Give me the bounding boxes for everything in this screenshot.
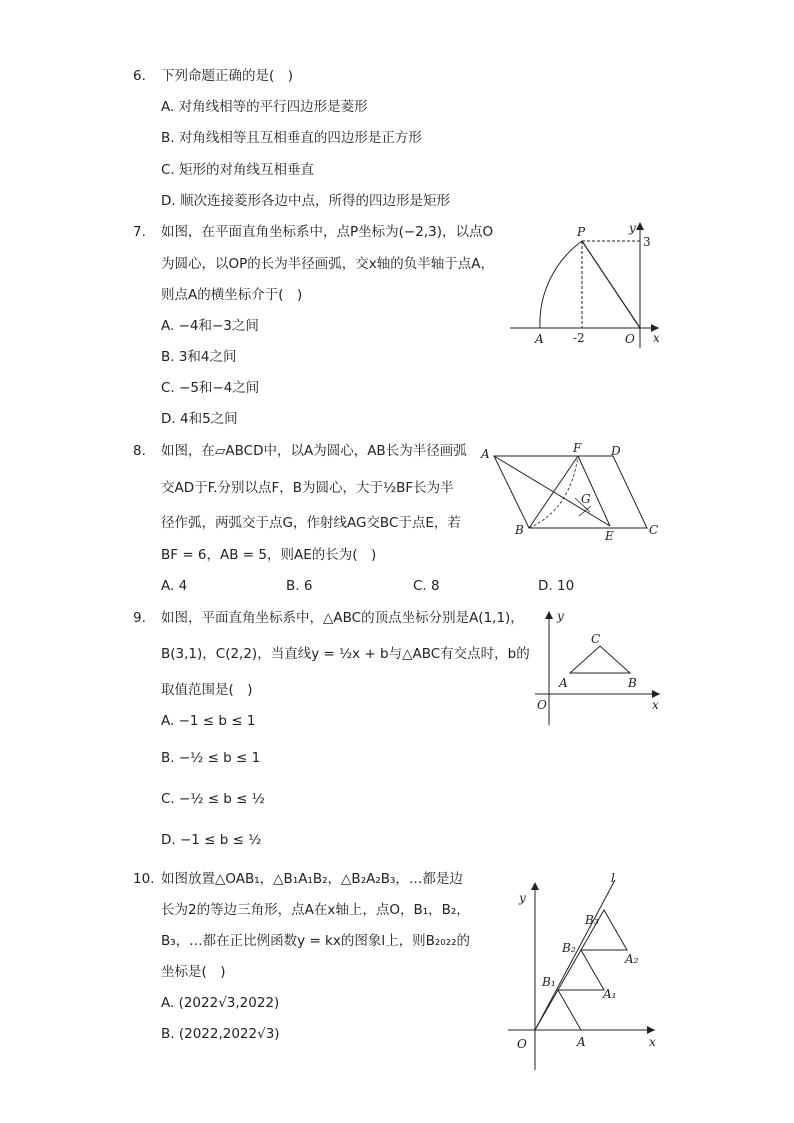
q9-label-x: x — [652, 698, 659, 712]
q10-label-a2: A₂ — [625, 952, 639, 966]
question-9-line-2: B(3,1)，C(2,2)，当直线y = ½x + b与△ABC有交点时，b的 — [161, 646, 530, 662]
question-7-number: 7. — [133, 224, 146, 240]
q9-label-b: B — [628, 676, 637, 690]
q8-label-b: B — [515, 523, 524, 537]
q8-label-f: F — [573, 441, 582, 455]
q7-option-b[interactable]: B. 3和4之间 — [161, 349, 237, 365]
q7-label-3: 3 — [643, 235, 651, 249]
q6-option-b[interactable]: B. 对角线相等且互相垂直的四边形是正方形 — [161, 130, 422, 146]
q8-option-d[interactable]: D. 10 — [538, 578, 575, 594]
q7-label-y: y — [629, 221, 636, 235]
q8-label-d: D — [611, 444, 621, 458]
q9-option-a[interactable]: A. −1 ≤ b ≤ 1 — [161, 713, 256, 729]
q10-label-b2: B₂ — [562, 941, 576, 955]
question-6-number: 6. — [133, 68, 146, 84]
q7-label-a: A — [535, 332, 544, 346]
q9-figure — [530, 605, 665, 730]
q10-label-l: l — [611, 871, 615, 885]
q7-label-o: O — [625, 332, 635, 346]
q6-option-a[interactable]: A. 对角线相等的平行四边形是菱形 — [161, 99, 368, 115]
q6-option-c[interactable]: C. 矩形的对角线互相垂直 — [161, 162, 315, 178]
q8-label-a: A — [481, 447, 490, 461]
q10-option-b[interactable]: B. (2022,2022√3) — [161, 1026, 280, 1042]
question-9-number: 9. — [133, 610, 146, 626]
q8-label-e: E — [605, 529, 614, 543]
question-10-line-4: 坐标是( ) — [161, 964, 226, 980]
q10-label-b1: B₁ — [542, 975, 556, 989]
q10-option-a[interactable]: A. (2022√3,2022) — [161, 995, 280, 1011]
q7-label-neg2: -2 — [573, 331, 585, 345]
q8-option-b[interactable]: B. 6 — [286, 578, 313, 594]
q10-figure — [505, 868, 665, 1074]
question-8-line-1: 如图，在▱ABCD中，以A为圆心，AB长为半径画弧 — [161, 443, 467, 459]
question-7-line-2: 为圆心，以OP的长为半径画弧，交x轴的负半轴于点A， — [161, 256, 494, 272]
q7-label-x: x — [653, 331, 660, 345]
question-8-number: 8. — [133, 443, 146, 459]
q9-label-c: C — [591, 632, 601, 646]
question-9-line-3: 取值范围是( ) — [161, 682, 253, 698]
q8-label-c: C — [649, 523, 659, 537]
question-8-line-4: BF = 6，AB = 5，则AE的长为( ) — [161, 547, 377, 563]
q9-label-o: O — [537, 698, 547, 712]
question-10-number: 10. — [133, 871, 155, 887]
question-7-line-1: 如图，在平面直角坐标系中，点P坐标为(−2,3)，以点O — [161, 224, 494, 240]
q8-figure — [475, 440, 665, 545]
question-8-line-3: 径作弧，两弧交于点G，作射线AG交BC于点E，若 — [161, 515, 461, 531]
question-10-line-1: 如图放置△OAB₁，△B₁A₁B₂，△B₂A₂B₃，…都是边 — [161, 871, 463, 887]
q10-label-y: y — [519, 891, 526, 905]
q9-option-b[interactable]: B. −½ ≤ b ≤ 1 — [161, 750, 261, 766]
q7-figure — [505, 218, 670, 353]
question-10-line-2: 长为2的等边三角形，点A在x轴上，点O，B₁，B₂， — [161, 902, 470, 918]
question-8-line-2: 交AD于F.分别以点F，B为圆心，大于½BF长为半 — [161, 480, 454, 496]
q9-label-a: A — [559, 676, 568, 690]
q9-label-y: y — [557, 609, 564, 623]
q10-label-b3: B₃ — [585, 913, 599, 927]
q8-option-a[interactable]: A. 4 — [161, 578, 188, 594]
q10-label-x: x — [649, 1035, 656, 1049]
q9-option-c[interactable]: C. −½ ≤ b ≤ ½ — [161, 791, 265, 807]
q9-option-d[interactable]: D. −1 ≤ b ≤ ½ — [161, 832, 262, 848]
question-6-stem: 下列命题正确的是( ) — [161, 68, 294, 84]
q8-label-g: G — [581, 492, 591, 506]
question-9-line-1: 如图，平面直角坐标系中，△ABC的顶点坐标分别是A(1,1)， — [161, 610, 524, 626]
q10-label-a: A — [577, 1035, 586, 1049]
question-7-line-3: 则点A的横坐标介于( ) — [161, 287, 303, 303]
question-10-line-3: B₃，…都在正比例函数y = kx的图象l上，则B₂₀₂₂的 — [161, 933, 471, 949]
q6-option-d[interactable]: D. 顺次连接菱形各边中点，所得的四边形是矩形 — [161, 193, 450, 209]
q7-option-d[interactable]: D. 4和5之间 — [161, 411, 238, 427]
q7-label-p: P — [577, 225, 586, 239]
q10-label-a1: A₁ — [603, 987, 617, 1001]
q8-option-c[interactable]: C. 8 — [413, 578, 440, 594]
q7-option-a[interactable]: A. −4和−3之间 — [161, 318, 259, 334]
q10-label-o: O — [517, 1037, 527, 1051]
q7-option-c[interactable]: C. −5和−4之间 — [161, 380, 260, 396]
